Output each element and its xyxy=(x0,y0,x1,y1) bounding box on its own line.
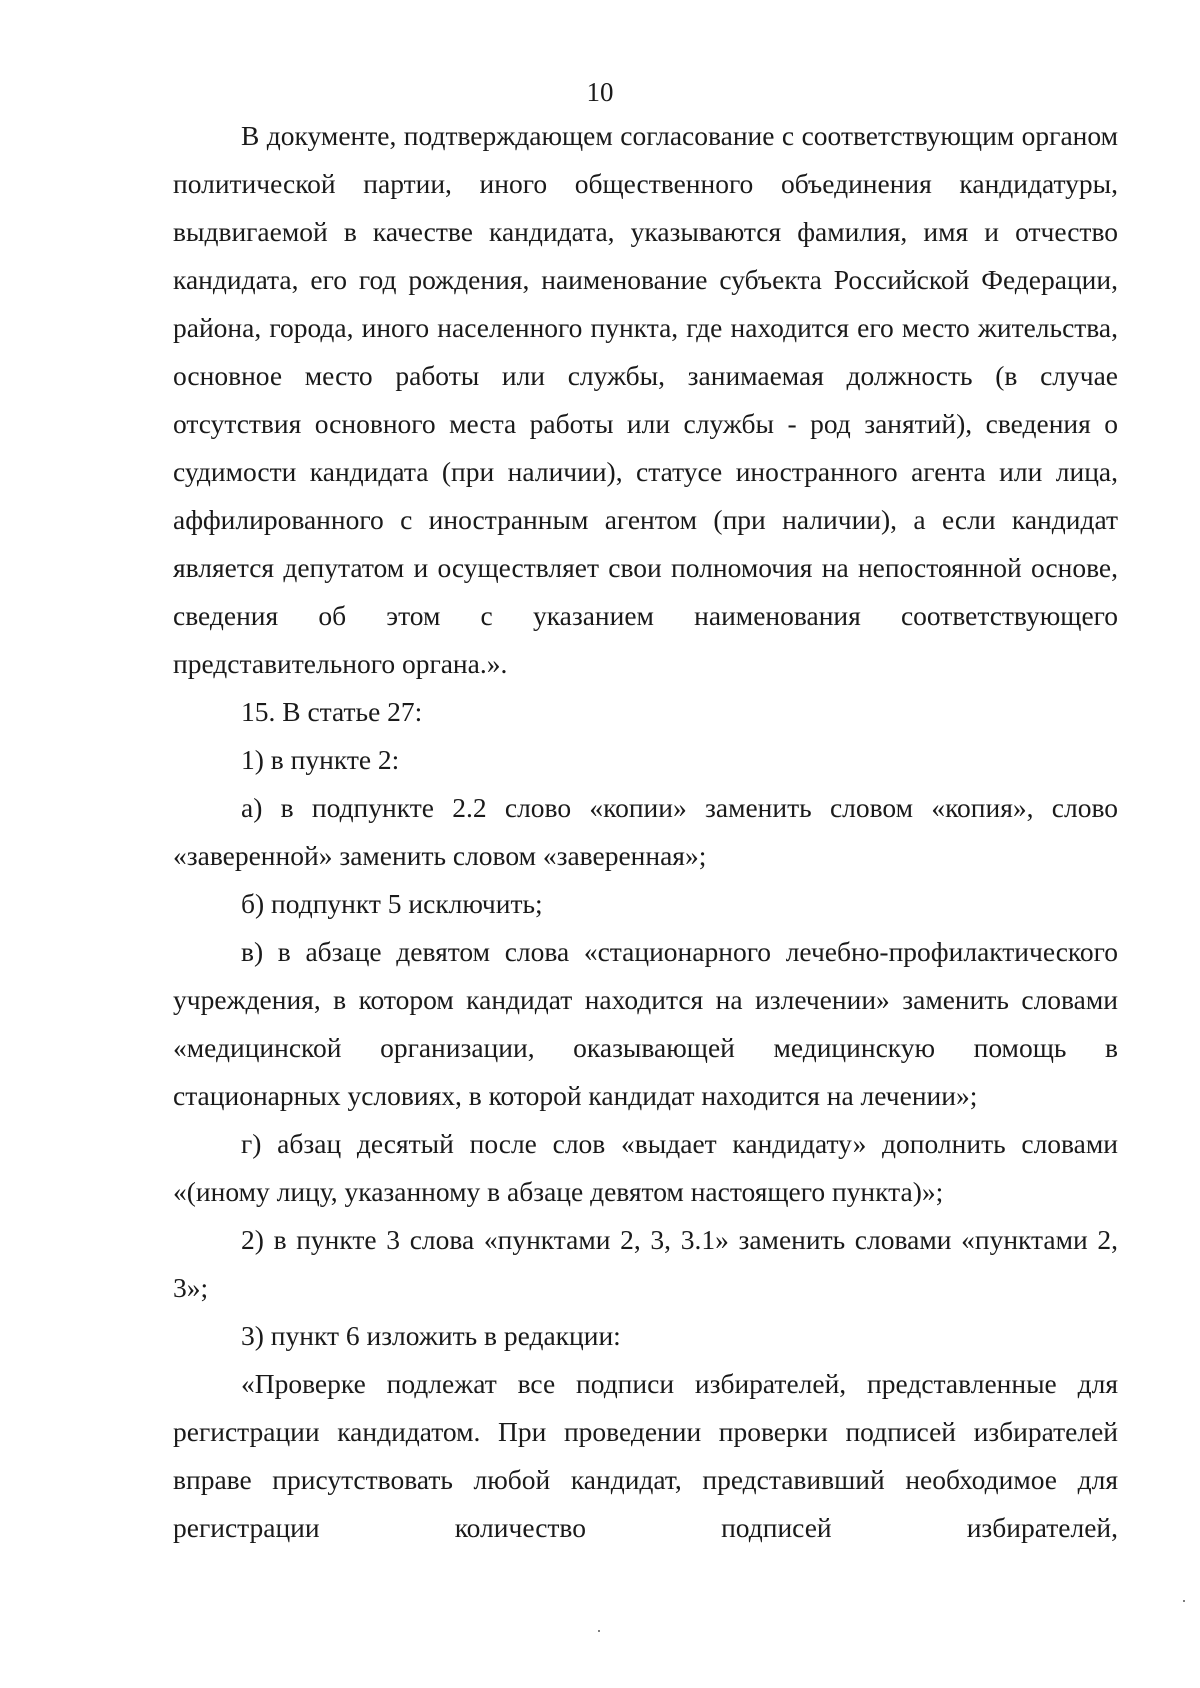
paragraph-subitem-v: в) в абзаце девятом слова «стационарного лечебно-профилактического учреждения, в котором кандидат находится на излечении» заменить словами «медицинской организации, оказывающей медицинскую помощь в стационарных условиях, в которой кандидат находится на лечении»; xyxy=(173,936,1118,1111)
paragraph-article-27-heading: 15. В статье 27: xyxy=(241,696,423,727)
document-body xyxy=(173,112,1118,1552)
paragraph-subitem-a: а) в подпункте 2.2 слово «копии» заменить словом «копия», слово «заверенной» заменить словом «заверенная»; xyxy=(173,792,1118,871)
scan-speck xyxy=(1183,1600,1185,1602)
paragraph-item-2-point-3: 2) в пункте 3 слова «пунктами 2, 3, 3.1» заменить словами «пунктами 2, 3»; xyxy=(173,1224,1118,1303)
paragraph-candidacy-approval-document: В документе, подтверждающем согласование с соответствующим органом политической партии, иного общественного объединения кандидатуры, выдвигаемой в качестве кандидата, указываются фамилия, имя и отчество кандидата, его год рождения, наименование субъекта Российской Федерации, района, города, иного населенного пункта, где находится его место жительства, основное место работы или службы, занимаемая должность (в случае отсутствия основного места работы или службы - род занятий), сведения о судимости кандидата (при наличии), статусе иностранного агента или лица, аффилированного с иностранным агентом (при наличии), а если кандидат является депутатом и осуществляет свои полномочия на непостоянной основе, сведения об этом с указанием наименования соответствующего представительного органа.». xyxy=(173,120,1118,679)
scan-speck xyxy=(598,1630,600,1632)
page-number: 10 xyxy=(586,77,614,107)
paragraph-item-1-point-2: 1) в пункте 2: xyxy=(241,744,400,775)
paragraph-subitem-g: г) абзац десятый после слов «выдает кандидату» дополнить словами «(иному лицу, указанному в абзаце девятом настоящего пункта)»; xyxy=(173,1128,1118,1207)
paragraph-signature-check-quote: «Проверке подлежат все подписи избирателей, представленные для регистрации кандидатом. При проведении проверки подписей избирателей вправе присутствовать любой кандидат, представивший необходимое для регистрации количество подписей избирателей, xyxy=(173,1368,1118,1543)
paragraph-item-3-point-6: 3) пункт 6 изложить в редакции: xyxy=(241,1320,621,1351)
paragraph-subitem-b: б) подпункт 5 исключить; xyxy=(241,888,543,919)
